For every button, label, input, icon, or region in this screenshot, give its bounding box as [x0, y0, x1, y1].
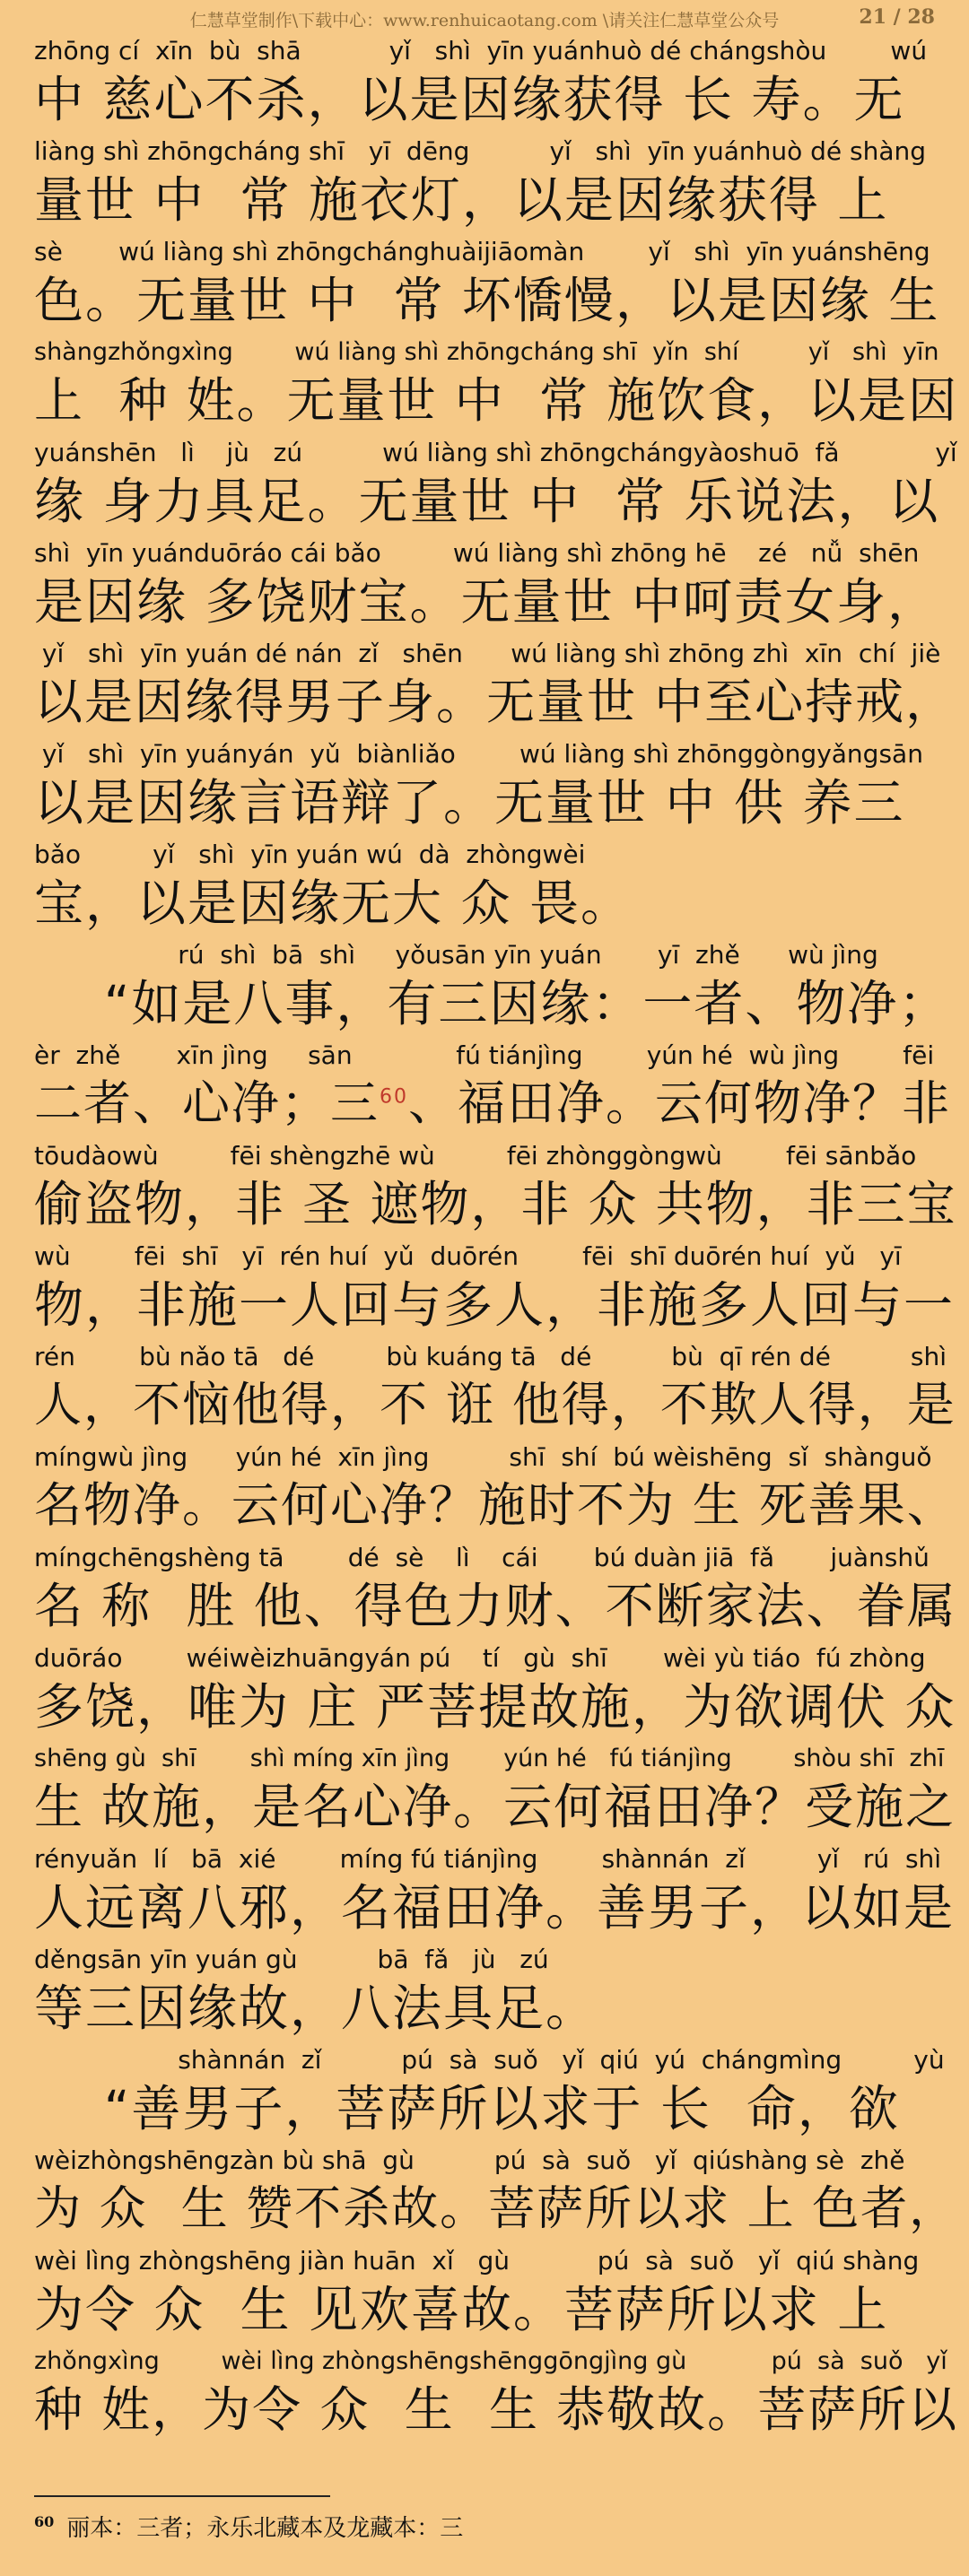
pinyin-row: rényuǎn lí bā xié míng fú tiánjìng shànnán zǐ yǐ rú shì [34, 1844, 942, 1874]
chinese-row [34, 2278, 888, 2341]
chinese-row [34, 972, 949, 1035]
pinyin-row: wù fēi shī yī rén huí yǔ duōrén fēi shī duōrén huí yǔ yī [34, 1241, 902, 1271]
page-number: 21 / 28 [859, 5, 935, 29]
chinese-row [34, 771, 904, 834]
chinese-text: 名物净。云何心净？施时不为 生 死善果、 [34, 1478, 956, 1533]
text-line [0, 2345, 969, 2445]
chinese-row [34, 1876, 955, 1939]
chinese-row [34, 1475, 956, 1537]
chinese-row [34, 269, 939, 332]
chinese-row [34, 2379, 958, 2441]
chinese-row [34, 2178, 957, 2241]
footnote-divider [34, 2495, 330, 2497]
page-header [0, 0, 969, 36]
text-line [0, 2043, 969, 2144]
footnote-number: 60 [34, 2513, 55, 2531]
chinese-row [34, 470, 939, 533]
pinyin-row: yǐ shì yīn yuán dé nán zǐ shēn wú liàng shì zhōng zhì xīn chí jiè [34, 639, 941, 668]
pinyin-row: sè wú liàng shì zhōngchánghuàijiāomàn yǐ shì yīn yuánshēng [34, 237, 930, 266]
text-line [0, 536, 969, 637]
pinyin-row: wèizhòngshēngzàn bù shā gù pú sà suǒ yǐ qiúshàng sè zhě [34, 2145, 905, 2175]
chinese-text: 人远离八邪，名福田净。善男子，以如是 [34, 1879, 956, 1936]
chinese-text: 中 慈心不杀，以是因缘获得 长 寿。无 [34, 71, 905, 128]
chinese-row [34, 1675, 956, 1738]
pinyin-row: zhōng cí xīn bù shā yǐ shì yīn yuánhuò dé chángshòu wú [34, 36, 928, 65]
text-line [0, 335, 969, 436]
chinese-text: 上 种 姓。无量世 中 常 施饮食，以是因 [34, 372, 959, 429]
chinese-text: 物，非施一人回与多人，非施多人回与一 [34, 1276, 956, 1334]
chinese-text: 多饶，唯为 庄 严菩提故施，为欲调伏 众 [34, 1678, 956, 1736]
text-line [0, 1641, 969, 1742]
pinyin-row: shàngzhǒngxìng wú liàng shì zhōngcháng shī yǐn shí yǐ shì yīn [34, 338, 939, 366]
chinese-row [34, 1173, 957, 1236]
scripture-body [0, 34, 969, 2445]
pinyin-row: zhǒngxìng wèi lìng zhòngshēngshēnggōngjìng gù pú sà suǒ yǐ [34, 2347, 947, 2375]
text-line [0, 1440, 969, 1541]
chinese-text: “善男子，菩萨所以求于 长 命，欲 [34, 2080, 900, 2137]
pinyin-row: yǐ shì yīn yuányán yǔ biànliǎo wú liàng shì zhōnggòngyǎngsān [34, 739, 923, 769]
pinyin-row: bǎo yǐ shì yīn yuán wú dà zhòngwèi [34, 840, 586, 869]
chinese-text: 色。无量世 中 常 坏憍慢，以是因缘 生 [34, 272, 940, 329]
text-line [0, 2244, 969, 2345]
footnote [34, 2510, 931, 2543]
text-line [0, 1139, 969, 1240]
chinese-row [34, 169, 888, 231]
text-line [0, 1039, 969, 1139]
text-line [0, 938, 969, 1039]
pinyin-row: shànnán zǐ pú sà suǒ yǐ qiú yú chángmìng yù [34, 2045, 945, 2075]
text-line [0, 1943, 969, 2043]
chinese-text: 人，不恼他得，不 诳 他得，不欺人得，是 [34, 1378, 956, 1432]
text-line [0, 737, 969, 838]
chinese-row [34, 1977, 597, 2040]
pinyin-row: yuánshēn lì jù zú wú liàng shì zhōngchángyàoshuō fǎ yǐ [34, 438, 957, 467]
text-line [0, 34, 969, 135]
chinese-text: 生 故施，是名心净。云何福田净？受施之 [34, 1779, 956, 1835]
chinese-row [34, 370, 958, 432]
chinese-row [34, 68, 904, 131]
pinyin-row: míngchēngshèng tā dé sè lì cái bú duàn jiā fǎ juànshǔ [34, 1543, 930, 1572]
chinese-text: 为令 众 生 见欢喜故。菩萨所以求 上 [34, 2281, 889, 2338]
pinyin-row: rú shì bā shì yǒusān yīn yuán yī zhě wù jìng [34, 940, 878, 970]
text-line [0, 135, 969, 235]
pinyin-row: děngsān yīn yuán gù bā fǎ jù zú [34, 1945, 549, 1974]
chinese-text: 量世 中 常 施衣灯，以是因缘获得 上 [34, 171, 889, 229]
chinese-row [34, 1274, 955, 1336]
chinese-text: 为 众 生 赞不杀故。菩萨所以求 上 色者， [34, 2182, 958, 2236]
pinyin-row: duōráo wéiwèizhuāngyán pú tí gù shī wèi yù tiáo fú zhòng [34, 1643, 926, 1673]
chinese-text: 等三因缘故，八法具足。 [34, 1980, 598, 2037]
chinese-text: 名 称 胜 他、得色力财、不断家法、眷属 [34, 1578, 957, 1634]
chinese-row [34, 872, 632, 935]
header-title: 仁慧草堂制作\下载中心：www.renhuicaotang.com \请关注仁慧草堂公众号 [189, 11, 780, 30]
chinese-text: 偷盗物，非 圣 遮物，非 众 共物，非三宝 [34, 1176, 957, 1232]
text-line [0, 235, 969, 335]
footnote-reference[interactable]: 60 [380, 1085, 408, 1109]
text-line [0, 1541, 969, 1641]
chinese-text: 二者、心净；三 [34, 1076, 380, 1131]
chinese-text: 以是因缘得男子身。无量世 中至心持戒， [34, 674, 956, 730]
chinese-text: 、福田净。云何物净？非 [408, 1076, 951, 1131]
footnote-text: 丽本：三者；永乐北藏本及龙藏本：三 [66, 2515, 464, 2542]
pinyin-row: rén bù nǎo tā dé bù kuáng tā dé bù qī rén dé shì [34, 1342, 947, 1371]
chinese-text: 种 姓，为令 众 生 生 恭敬故。菩萨所以 [34, 2381, 959, 2438]
chinese-text: 是因缘 多饶财宝。无量世 中呵责女身， [34, 573, 938, 631]
pinyin-row: shì yīn yuánduōráo cái bǎo wú liàng shì zhōng hē zé nǚ shēn [34, 538, 920, 568]
chinese-row [34, 2077, 900, 2140]
text-line [0, 1742, 969, 1842]
chinese-text: “如是八事，有三因缘：一者、物净； [34, 975, 950, 1032]
chinese-row [34, 1374, 956, 1437]
chinese-text: 宝，以是因缘无大 众 畏。 [34, 875, 632, 932]
chinese-text: 以是因缘言语辩了。无量世 中 供 养三 [34, 774, 905, 831]
text-line [0, 2144, 969, 2244]
chinese-row [34, 570, 938, 633]
text-line [0, 1340, 969, 1440]
text-line [0, 1842, 969, 1943]
chinese-row [34, 1073, 951, 1136]
pinyin-row: míngwù jìng yún hé xīn jìng shī shí bú wèishēng sǐ shànguǒ [34, 1442, 932, 1472]
pinyin-row: wèi lìng zhòngshēng jiàn huān xǐ gù pú sà suǒ yǐ qiú shàng [34, 2246, 920, 2276]
text-line [0, 637, 969, 737]
chinese-text: 缘 身力具足。无量世 中 常 乐说法，以 [34, 473, 940, 530]
text-line [0, 436, 969, 536]
pinyin-row: tōudàowù fēi shèngzhē wù fēi zhònggòngwù fēi sānbǎo [34, 1141, 917, 1171]
text-line [0, 1240, 969, 1340]
chinese-row [34, 671, 956, 734]
chinese-row [34, 1776, 956, 1839]
chinese-row [34, 1575, 957, 1638]
pinyin-row: shēng gù shī shì míng xīn jìng yún hé fú tiánjìng shòu shī zhī [34, 1745, 945, 1772]
text-line [0, 838, 969, 938]
pinyin-row: liàng shì zhōngcháng shī yī dēng yǐ shì yīn yuánhuò dé shàng [34, 136, 927, 166]
pinyin-row: èr zhě xīn jìng sān fú tiánjìng yún hé wù jìng fēi [34, 1040, 935, 1070]
